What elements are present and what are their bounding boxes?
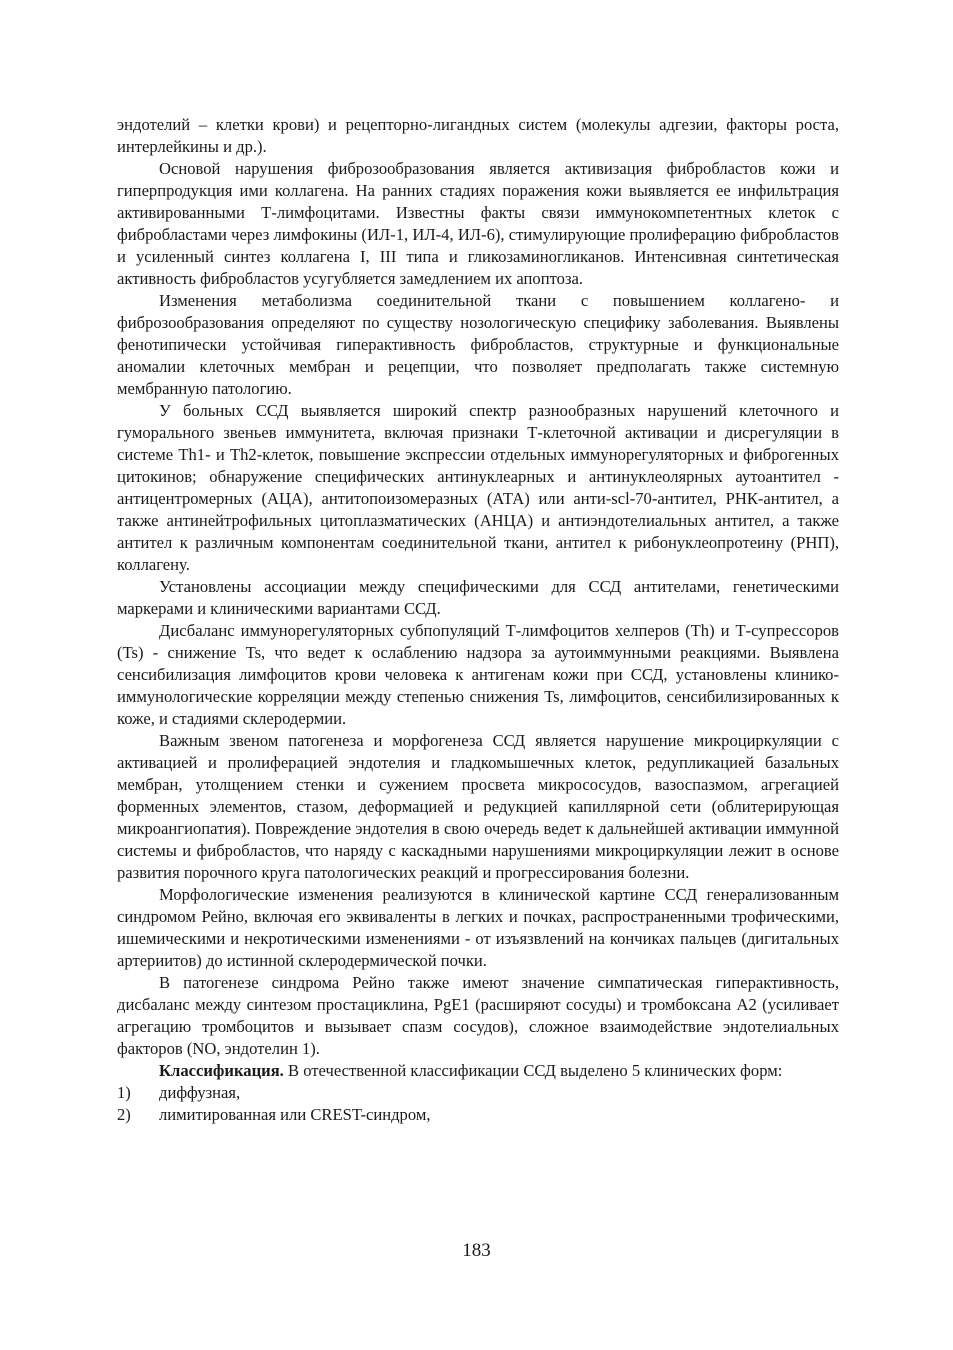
list-text: диффузная, [159,1083,241,1102]
paragraph: Важным звеном патогенеза и морфогенеза ССД является нарушение микроциркуляции с активацией и пролиферацией эндотелия и гладкомышечных клеток, редупликацией базальных мембран, утолщением стенки и сужением просвета микрососудов, вазоспазмом, агрегацией форменных элементов, стазом, деформацией и редукцией капиллярной сети (облитерирующая микроангиопатия). Повреждение эндотелия в свою очередь ведет к дальнейшей активации иммунной системы и фибробластов, что наряду с каскадными нарушениями микроциркуляции лежит в основе развития порочного круга патологических реакций и прогрессирования болезни. [117,731,839,882]
list-number: 2) [117,1105,131,1124]
paragraph: Дисбаланс иммунорегуляторных субпопуляций Т-лимфоцитов хелперов (Th) и Т-супрессоров (Ts) - снижение Ts, что ведет к ослаблению надзора за аутоиммунными реакциями. Выявлена сенсибилизация лимфоцитов крови человека к антигенам кожи при ССД, установлены клинико-иммунологические корреляции между степенью снижения Ts, лимфоцитов, сенсибилизированных к коже, и стадиями склеродермии. [117,621,839,728]
list-text: лимитированная или CREST-синдром, [159,1105,431,1124]
list-item [117,1082,839,1104]
paragraph: эндотелий – клетки крови) и рецепторно-лигандных систем (молекулы адгезии, факторы роста, интерлейкины и др.). [117,115,839,156]
paragraph: Установлены ассоциации между специфическими для ССД антителами, генетическими маркерами и клиническими вариантами ССД. [117,577,839,618]
paragraph: Основой нарушения фиброзообразования является активизация фибробластов кожи и гиперпродукция ими коллагена. На ранних стадиях поражения кожи выявляется ее инфильтрация активированными Т-лимфоцитами. Известны факты связи иммунокомпетентных клеток с фибробластами через лимфокины (ИЛ-1, ИЛ-4, ИЛ-6), стимулирующие пролиферацию фибробластов и усиленный синтез коллагена I, III типа и гликозаминогликанов. Интенсивная синтетическая активность фибробластов усугубляется замедлением их апоптоза. [117,159,839,288]
classification-paragraph [117,1060,839,1082]
paragraph: Изменения метаболизма соединительной ткани с повышением коллагено- и фиброзообразования определяют по существу нозологическую специфику заболевания. Выявлены фенотипически устойчивая гиперактивность фибробластов, структурные и функциональные аномалии клеточных мембран и рецепции, что позволяет предполагать также системную мембранную патологию. [117,291,839,398]
page-number: 183 [462,1240,491,1261]
classification-heading: Классификация. [159,1061,284,1080]
list-item [117,1104,839,1126]
classification-text: В отечественной классификации ССД выделено 5 клинических форм: [283,1061,783,1080]
paragraph: Морфологические изменения реализуются в клинической картине ССД генерализованным синдромом Рейно, включая его эквиваленты в легких и почках, распространенными трофическими, ишемическими и некротическими изменениями - от изъязвлений на кончиках пальцев (дигитальных артериитов) до истинной склеродермической почки. [117,885,839,970]
paragraph: У больных ССД выявляется широкий спектр разнообразных нарушений клеточного и гуморального звеньев иммунитета, включая признаки Т-клеточной активации и дисрегуляции в системе Th1- и Th2-клеток, повышение экспрессии отдельных иммунорегуляторных и фиброгенных цитокинов; обнаружение специфических антинуклеарных и антинуклеолярных аутоантител - антицентромерных (АЦА), антитопоизомеразных (АТА) или анти-scl-70-антител, РНК-антител, а также антинейтрофильных цитоплазматических (АНЦА) и антиэндотелиальных антител, а также антител к различным компонентам соединительной ткани, антител к рибонуклеопротеину (РНП), коллагену. [117,401,839,574]
page-content [117,114,839,1126]
paragraph: В патогенезе синдрома Рейно также имеют значение симпатическая гиперактивность, дисбаланс между синтезом простациклина, PgE1 (расширяют сосуды) и тромбоксана А2 (усиливает агрегацию тромбоцитов и вызывает спазм сосудов), сложное взаимодействие эндотелиальных факторов (NO, эндотелин 1). [117,973,839,1058]
list-number: 1) [117,1083,131,1102]
